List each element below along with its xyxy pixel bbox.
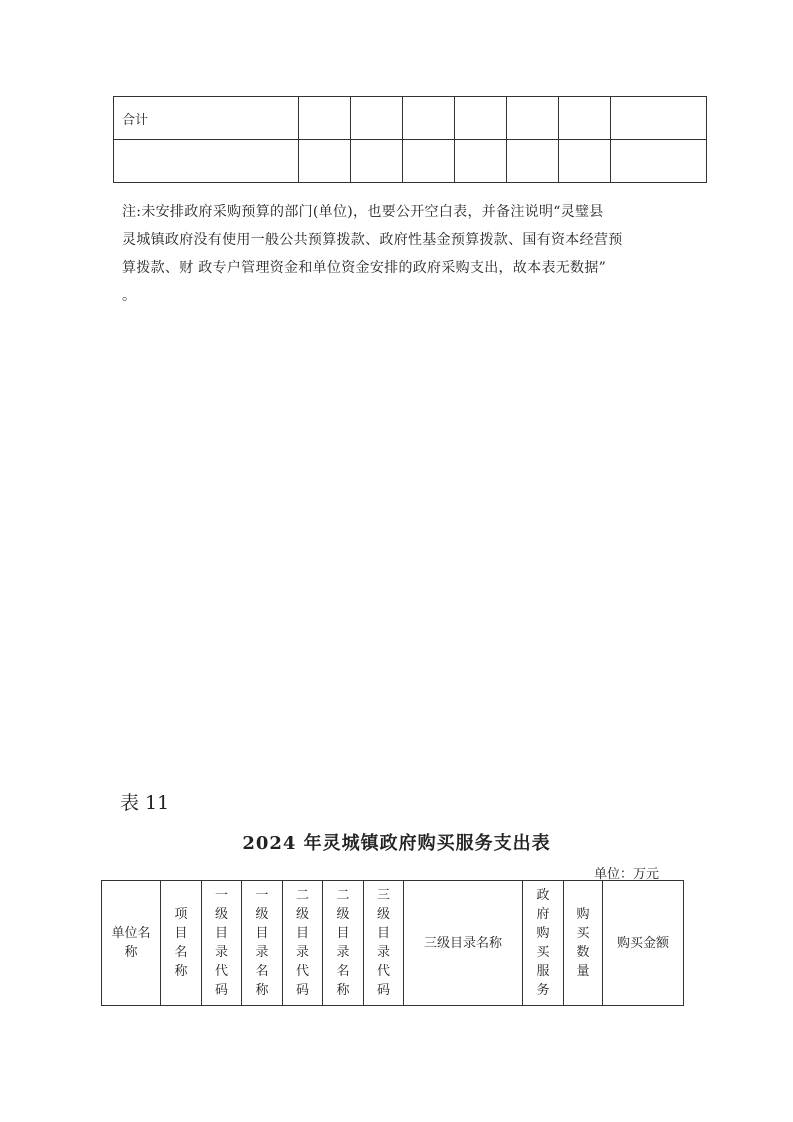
table-cell bbox=[403, 140, 455, 183]
header-level2-code: 二级目录代码 bbox=[283, 881, 323, 1006]
table-cell bbox=[559, 97, 611, 140]
unit-label: 单位：万元 bbox=[594, 867, 660, 882]
table-cell bbox=[455, 140, 507, 183]
header-row bbox=[102, 881, 684, 1006]
table-cell bbox=[351, 97, 403, 140]
header-level2-name: 二级目录名称 bbox=[323, 881, 364, 1006]
header-gov-purchase-service: 政府购买服务 bbox=[523, 881, 564, 1006]
header-purchase-amount: 购买金额 bbox=[603, 881, 684, 1006]
header-level3-code: 三级目录代码 bbox=[364, 881, 404, 1006]
total-label: 合计 bbox=[114, 97, 299, 140]
header-level1-code: 一级目录代码 bbox=[202, 881, 242, 1006]
table-cell bbox=[403, 97, 455, 140]
header-purchase-quantity: 购买数量 bbox=[564, 881, 603, 1006]
table-cell bbox=[351, 140, 403, 183]
table-cell bbox=[559, 140, 611, 183]
header-level1-name: 一级目录名称 bbox=[242, 881, 283, 1006]
table-cell bbox=[611, 97, 707, 140]
table-cell bbox=[455, 97, 507, 140]
header-project-name: 项目名称 bbox=[161, 881, 202, 1006]
note-line: 注:未安排政府采购预算的部门(单位)，也要公开空白表，并备注说明“灵璧县 bbox=[122, 204, 604, 220]
header-level3-name: 三级目录名称 bbox=[404, 881, 523, 1006]
table-number-label: 表 11 bbox=[120, 792, 170, 814]
note-line: 灵城镇政府没有使用一般公共预算拨款、政府性基金预算拨款、国有资本经营预 bbox=[122, 232, 623, 248]
table-row bbox=[114, 140, 707, 183]
table-row bbox=[114, 97, 707, 140]
note-line: 。 bbox=[122, 288, 137, 304]
note-line: 算拨款、财 政专户管理资金和单位资金安排的政府采购支出，故本表无数据” bbox=[122, 260, 607, 276]
table-cell bbox=[611, 140, 707, 183]
table-cell bbox=[507, 97, 559, 140]
table-cell bbox=[299, 140, 351, 183]
table-cell bbox=[507, 140, 559, 183]
summary-table bbox=[113, 96, 707, 183]
note-paragraph bbox=[122, 198, 682, 310]
purchase-services-table bbox=[101, 880, 684, 1006]
page-title: 2024 年灵城镇政府购买服务支出表 bbox=[242, 833, 551, 854]
header-unit-name: 单位名称 bbox=[102, 881, 161, 1006]
row-label bbox=[114, 140, 299, 183]
table-cell bbox=[299, 97, 351, 140]
